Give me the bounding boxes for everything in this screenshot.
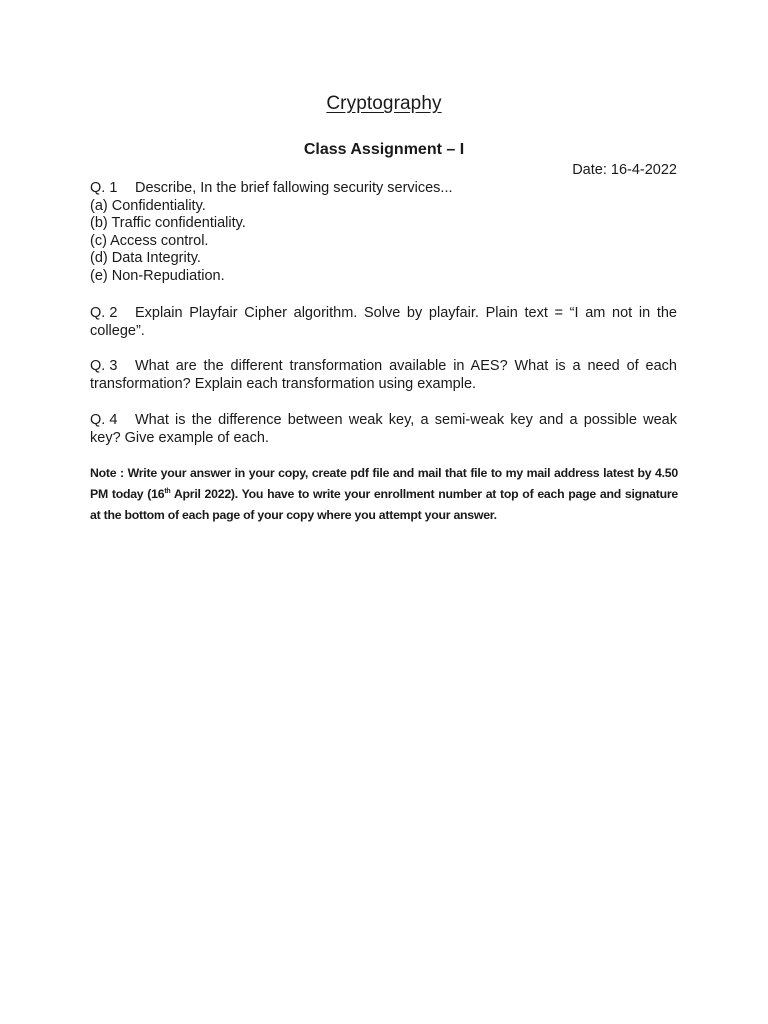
document-title: Cryptography: [326, 93, 442, 114]
question-3-number: Q. 3: [90, 358, 118, 374]
question-4-text: What is the difference between weak key, a semi-weak key and a possible weak key? Give example of each.: [90, 412, 677, 446]
question-1-text: Describe, In the brief fallowing security services...: [135, 180, 453, 196]
question-2-number: Q. 2: [90, 305, 118, 321]
question-1-line: [90, 180, 677, 198]
question-2: [90, 305, 677, 340]
question-1-item-a: (a) Confidentiality.: [90, 197, 206, 214]
note-label: Note :: [90, 466, 124, 480]
submission-note: [90, 463, 678, 526]
question-1: [90, 180, 677, 286]
question-4-number: Q. 4: [90, 412, 118, 428]
note-superscript: th: [164, 487, 171, 495]
question-1-item-c: (c) Access control.: [90, 232, 209, 249]
note-text-after: April 2022). You have to write your enrollment number at top of each page and signature at the bottom of each page of your copy where you attempt your answer.: [90, 487, 678, 522]
document-subtitle: Class Assignment – I: [303, 141, 465, 158]
question-1-number: Q. 1: [90, 180, 118, 196]
question-1-item-b: (b) Traffic confidentiality.: [90, 215, 246, 232]
question-3-text: What are the different transformation available in AES? What is a need of each transformation? Explain each transformation using example.: [90, 358, 677, 392]
question-3: [90, 358, 677, 393]
note-text-before: Write your answer in your copy, create pdf file and mail that file to my mail address latest by 4.50 PM today (16: [90, 466, 678, 501]
question-1-item-d: (d) Data Integrity.: [90, 250, 201, 267]
assignment-date: Date: 16-4-2022: [572, 162, 677, 178]
question-2-text: Explain Playfair Cipher algorithm. Solve by playfair. Plain text = “I am not in the college”.: [90, 305, 677, 339]
question-4: [90, 412, 677, 447]
question-1-item-e: (e) Non-Repudiation.: [90, 267, 225, 284]
